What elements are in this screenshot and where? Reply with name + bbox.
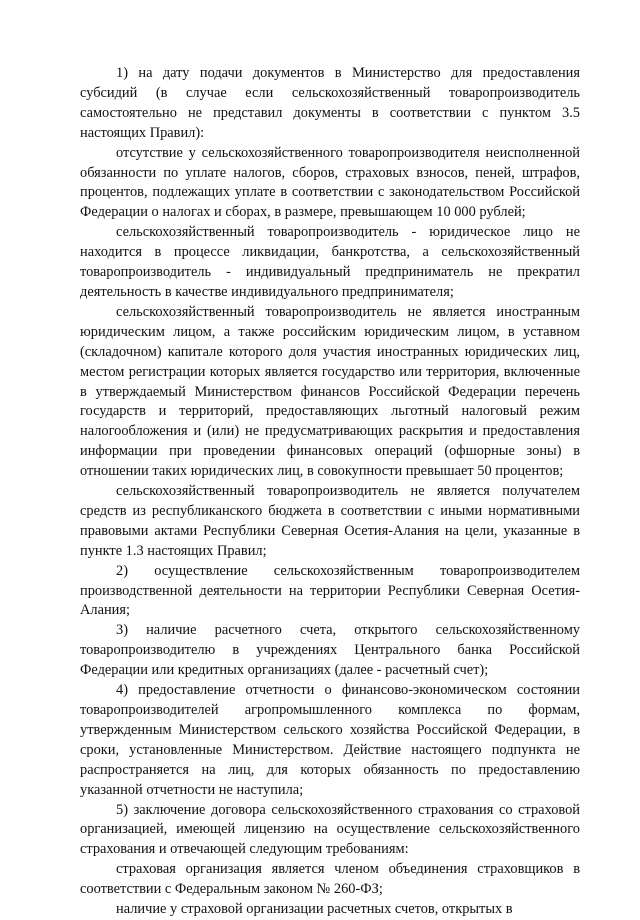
paragraph-item-2-production-activity: 2) осуществление сельскохозяйственным товаропроизводителем производственной деятельности на территории Республики Северная Осетия-Алания;	[80, 562, 580, 619]
paragraph-insurer-accounts: наличие у страховой организации расчетных счетов, открытых в	[116, 901, 513, 918]
paragraph-item-1-submission-date: 1) на дату подачи документов в Министерство для предоставления субсидий (в случае если сельскохозяйственный товаропроизводитель самостоятельно не представил документы в соответствии с пунктом 3.5 настоящих Правил):	[80, 65, 580, 141]
document-page	[80, 64, 580, 920]
paragraph-item-3-bank-account: 3) наличие расчетного счета, открытого сельскохозяйственному товаропроизводителю в учреждениях Центрального банка Российской Федерации или кредитных организациях (далее - расчетный счет);	[80, 622, 580, 679]
paragraph-not-foreign-entity: сельскохозяйственный товаропроизводитель не является иностранным юридическим лицом, а также российским юридическим лицом, в уставном (складочном) капитале которого доля участия иностранных юридических лиц, местом регистрации которых является государство или территория, включенные в утверждаемый Министерством финансов Российской Федерации перечень государств и территорий, предоставляющих льготный налоговый режим налогообложения и (или) не предусматривающих раскрытия и предоставления информации при проведении финансовых операций (офшорные зоны) в отношении таких юридических лиц, в совокупности превышает 50 процентов;	[80, 303, 580, 480]
paragraph-no-tax-debt: отсутствие у сельскохозяйственного товаропроизводителя неисполненной обязанности по уплате налогов, сборов, страховых взносов, пеней, штрафов, процентов, подлежащих уплате в соответствии с законодательством Российской Федерации о налогах и сборах, в размере, превышающем 10 000 рублей;	[80, 144, 580, 221]
paragraph-item-5-insurance-contract: 5) заключение договора сельскохозяйственного страхования со страховой организацией, имеющей лицензию на осуществление сельскохозяйственного страхования и отвечающей следующим требованиям:	[80, 801, 580, 858]
paragraph-not-other-recipient: сельскохозяйственный товаропроизводитель не является получателем средств из республиканского бюджета в соответствии с иными нормативными правовыми актами Республики Северная Осетия-Алания на цели, указанные в пункте 1.3 настоящих Правил;	[80, 483, 580, 559]
paragraph-insurer-membership: страховая организация является членом объединения страховщиков в соответствии с Федеральным законом № 260-ФЗ;	[80, 861, 580, 898]
paragraph-item-4-reporting: 4) предоставление отчетности о финансово-экономическом состоянии товаропроизводителей агропромышленного комплекса по формам, утвержденным Министерством сельского хозяйства Российской Федерации, в сроки, установленные Министерством. Действие настоящего подпункта не распространяется на лиц, для которых обязанность по предоставлению указанной отчетности не наступила;	[80, 682, 580, 798]
paragraph-no-liquidation: сельскохозяйственный товаропроизводитель - юридическое лицо не находится в процессе ликвидации, банкротства, а сельскохозяйственный товаропроизводитель - индивидуальный предприниматель не прекратил деятельность в качестве индивидуального предпринимателя;	[80, 224, 580, 300]
